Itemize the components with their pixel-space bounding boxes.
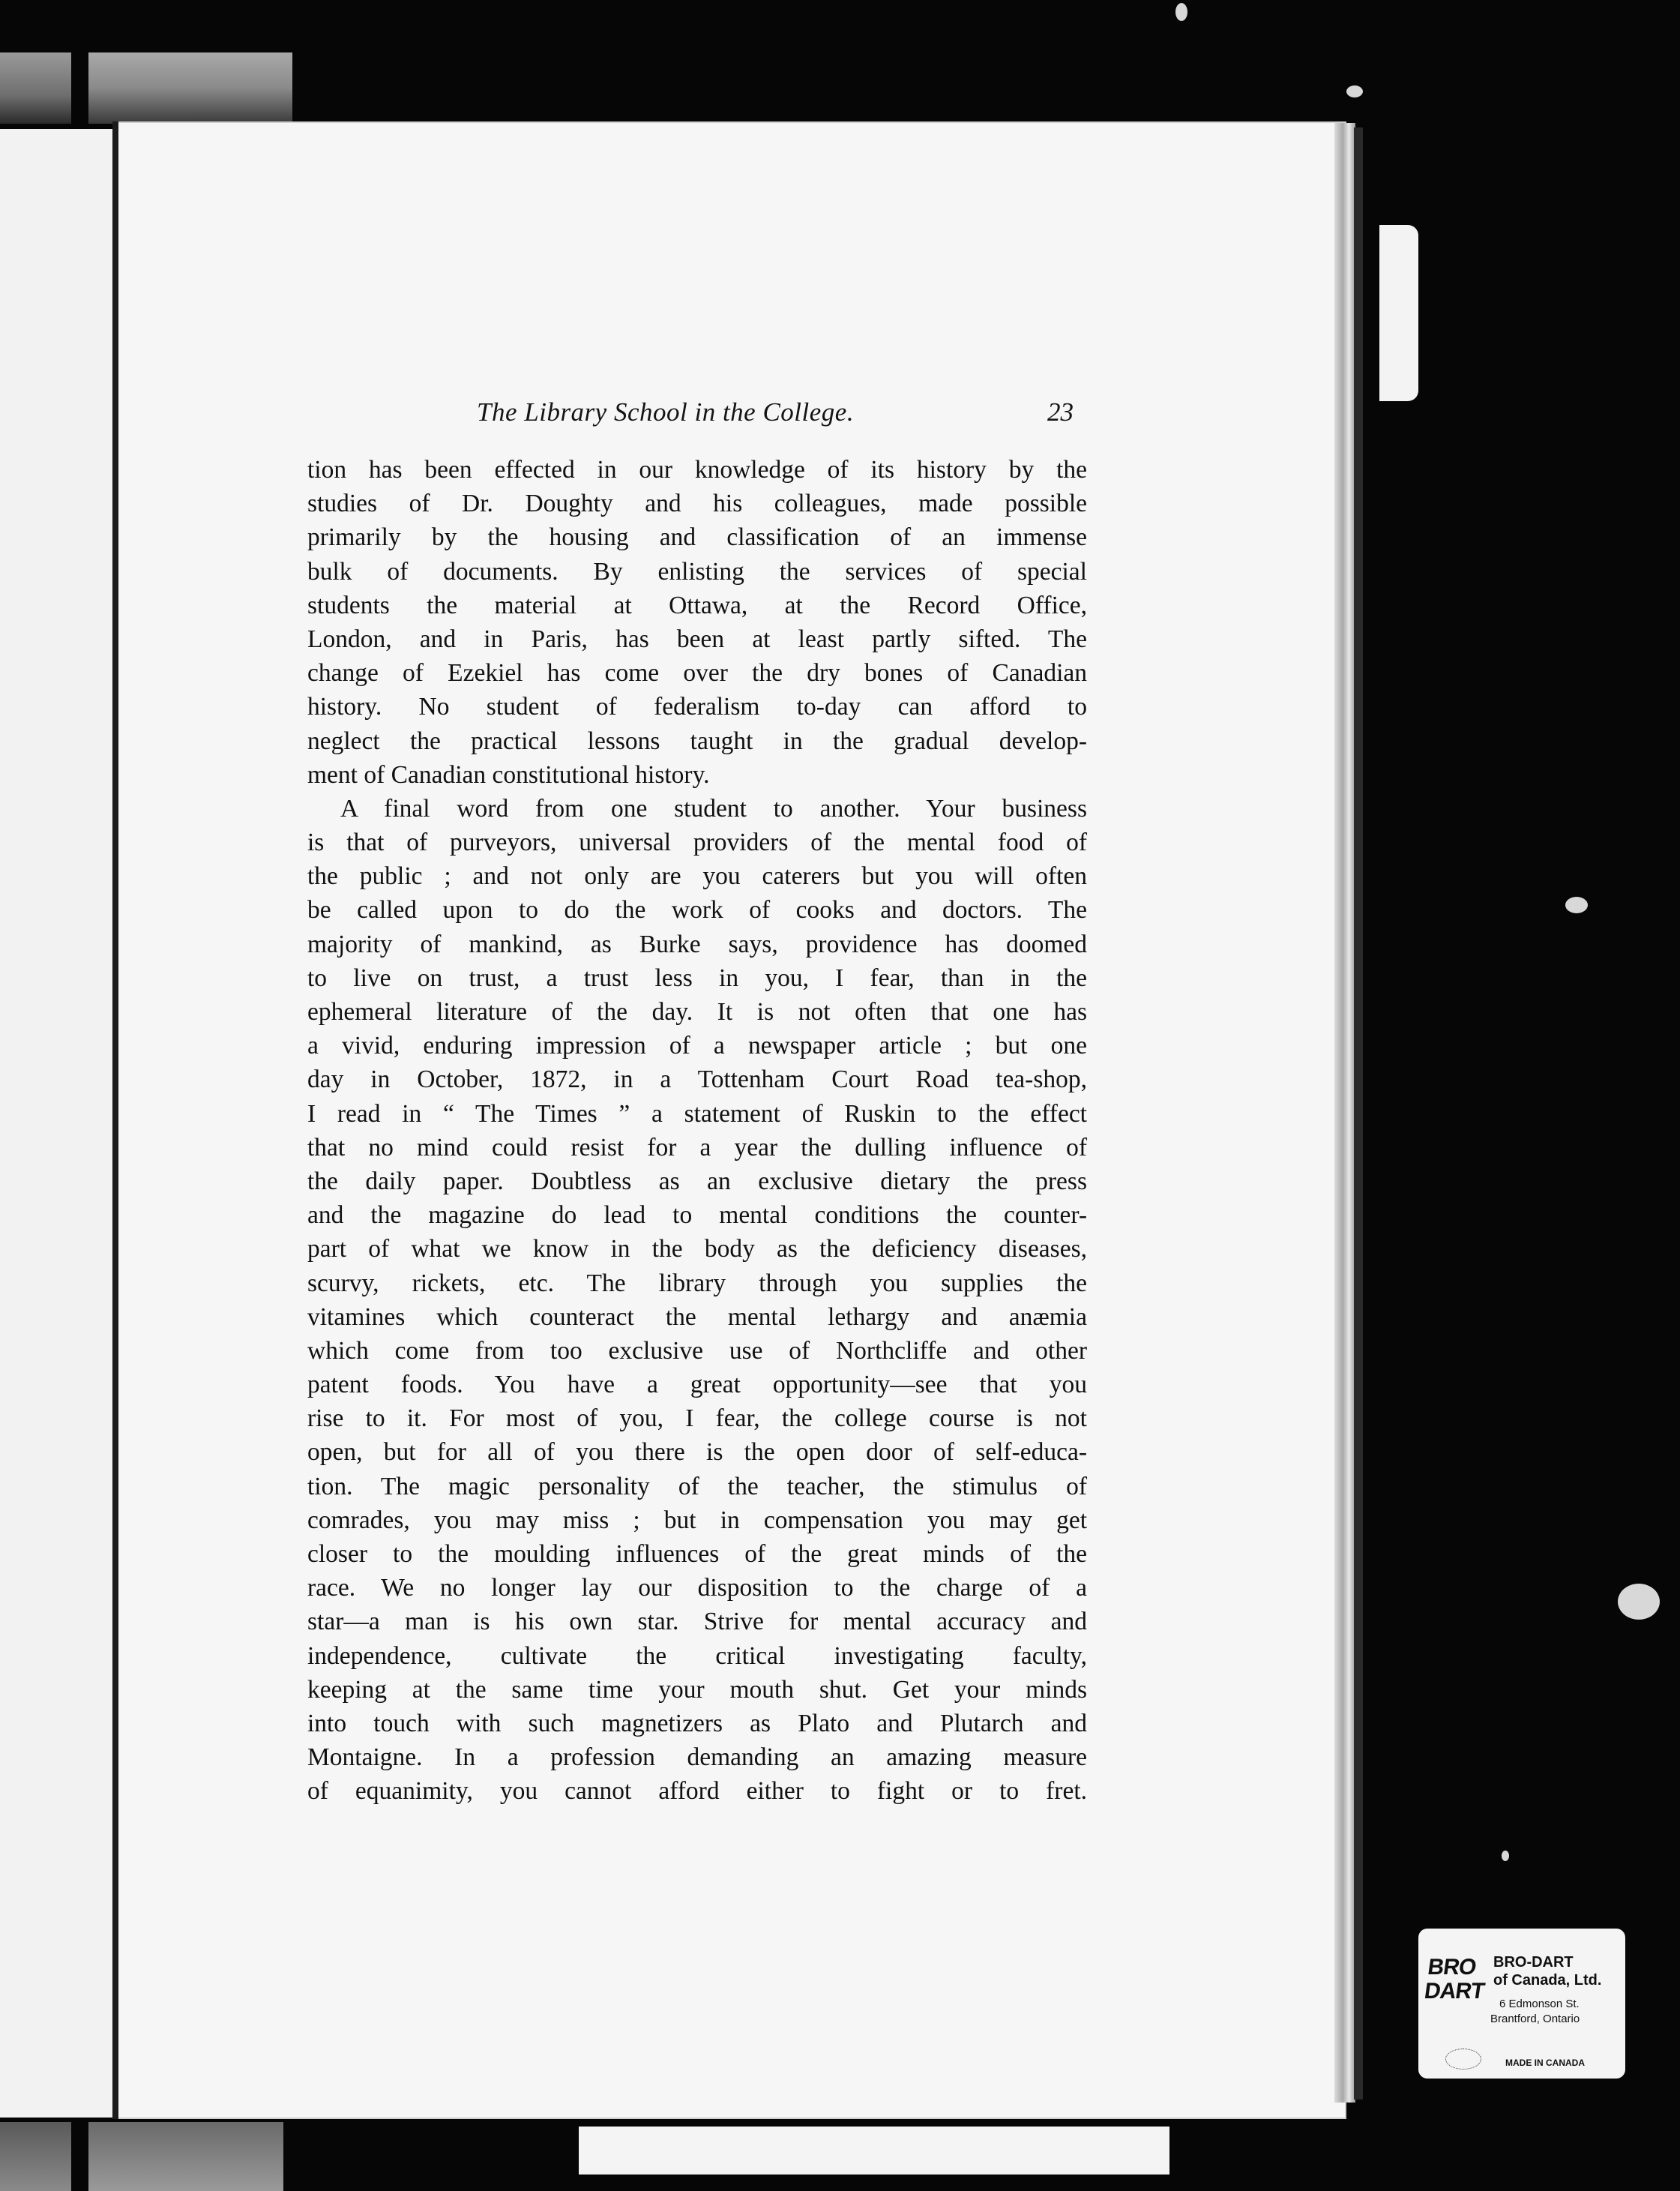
text-line: scurvy, rickets, etc. The library through you supplies the <box>307 1269 1087 1297</box>
text-line: a vivid, enduring impression of a newspaper article ; but one <box>307 1032 1087 1060</box>
text-line: which come from too exclusive use of Northcliffe and other <box>307 1336 1087 1365</box>
text-line: patent foods. You have a great opportunity—see that you <box>307 1371 1087 1399</box>
text-line: day in October, 1872, in a Tottenham Court Road tea-shop, <box>307 1066 1087 1094</box>
text-line: Montaigne. In a profession demanding an amazing measure <box>307 1743 1087 1772</box>
text-line: and the magazine do lead to mental conditions the counter- <box>307 1201 1087 1230</box>
text-line: keeping at the same time your mouth shut. Get your minds <box>307 1675 1087 1704</box>
page-binding <box>112 121 118 2119</box>
film-speck <box>1175 3 1187 21</box>
label-address-city: Brantford, Ontario <box>1490 2013 1580 2025</box>
text-line: I read in “ The Times ” a statement of Ruskin to the effect <box>307 1099 1087 1128</box>
text-line: closer to the moulding influences of the great minds of the <box>307 1540 1087 1568</box>
scan-strip <box>579 2127 1169 2175</box>
running-header <box>307 397 1074 432</box>
label-made-in: MADE IN CANADA <box>1505 2058 1585 2068</box>
text-line: A final word from one student to another. Your business <box>340 794 1087 823</box>
text-line: primarily by the housing and classification of an immense <box>307 523 1087 552</box>
text-line: of equanimity, you cannot afford either to fight or to fret. <box>307 1777 1087 1806</box>
text-line: the daily paper. Doubtless as an exclusive dietary the press <box>307 1167 1087 1195</box>
text-line: ment of Canadian constitutional history. <box>307 760 710 789</box>
text-line: to live on trust, a trust less in you, I fear, than in the <box>307 964 1087 992</box>
text-line: open, but for all of you there is the open door of self-educa- <box>307 1438 1087 1467</box>
label-company: BRO-DART <box>1493 1954 1574 1971</box>
film-speck <box>1346 85 1363 97</box>
text-line: London, and in Paris, has been at least partly sifted. The <box>307 625 1087 653</box>
text-line: comrades, you may miss ; but in compensation you may get <box>307 1506 1087 1534</box>
text-line: studies of Dr. Doughty and his colleagues, made possible <box>307 490 1087 518</box>
text-line: independence, cultivate the critical investigating faculty, <box>307 1641 1087 1670</box>
facing-page-edge <box>0 129 115 2118</box>
text-line: be called upon to do the work of cooks and doctors. The <box>307 896 1087 925</box>
text-line: star—a man is his own star. Strive for mental accuracy and <box>307 1608 1087 1636</box>
running-title: The Library School in the College. <box>477 397 855 427</box>
page-edge-shadow <box>1354 127 1363 2100</box>
text-line: vitamines which counteract the mental lethargy and anæmia <box>307 1302 1087 1331</box>
text-line: history. No student of federalism to-day can afford to <box>307 693 1087 721</box>
text-line: is that of purveyors, universal providers of the mental food of <box>307 829 1087 857</box>
label-company-sub: of Canada, Ltd. <box>1493 1972 1602 1989</box>
text-line: part of what we know in the body as the deficiency diseases, <box>307 1235 1087 1263</box>
film-speck <box>1618 1584 1660 1620</box>
text-line: race. We no longer lay our disposition to the charge of a <box>307 1574 1087 1602</box>
scan-strip <box>0 2122 71 2191</box>
bro-dart-logo: BRO DART <box>1422 1955 1486 2004</box>
label-seal <box>1445 2049 1481 2070</box>
distributor-label <box>1418 1929 1625 2079</box>
text-line: change of Ezekiel has come over the dry bones of Canadian <box>307 659 1087 688</box>
film-speck <box>1502 1851 1509 1861</box>
text-line: neglect the practical lessons taught in the gradual develop- <box>307 727 1087 755</box>
scan-strip <box>88 52 292 124</box>
text-line: tion has been effected in our knowledge of its history by the <box>307 456 1087 484</box>
thumb-tab <box>1379 225 1418 401</box>
page-deckled-edge <box>1334 123 1355 2103</box>
text-line: bulk of documents. By enlisting the services of special <box>307 557 1087 586</box>
text-line: ephemeral literature of the day. It is not often that one has <box>307 998 1087 1026</box>
text-line: that no mind could resist for a year the dulling influence of <box>307 1133 1087 1161</box>
scan-strip <box>0 52 71 124</box>
scan-strip <box>88 2122 283 2191</box>
page-number: 23 <box>1047 397 1074 427</box>
text-line: into touch with such magnetizers as Plato and Plutarch and <box>307 1709 1087 1737</box>
label-address-street: 6 Edmonson St. <box>1499 1998 1580 2010</box>
body-text <box>307 453 1087 1809</box>
text-line: the public ; and not only are you caterers but you will often <box>307 862 1087 891</box>
text-line: majority of mankind, as Burke says, providence has doomed <box>307 930 1087 958</box>
film-speck <box>1565 897 1588 913</box>
text-line: tion. The magic personality of the teacher, the stimulus of <box>307 1472 1087 1500</box>
text-line: rise to it. For most of you, I fear, the college course is not <box>307 1404 1087 1433</box>
text-line: students the material at Ottawa, at the Record Office, <box>307 591 1087 619</box>
